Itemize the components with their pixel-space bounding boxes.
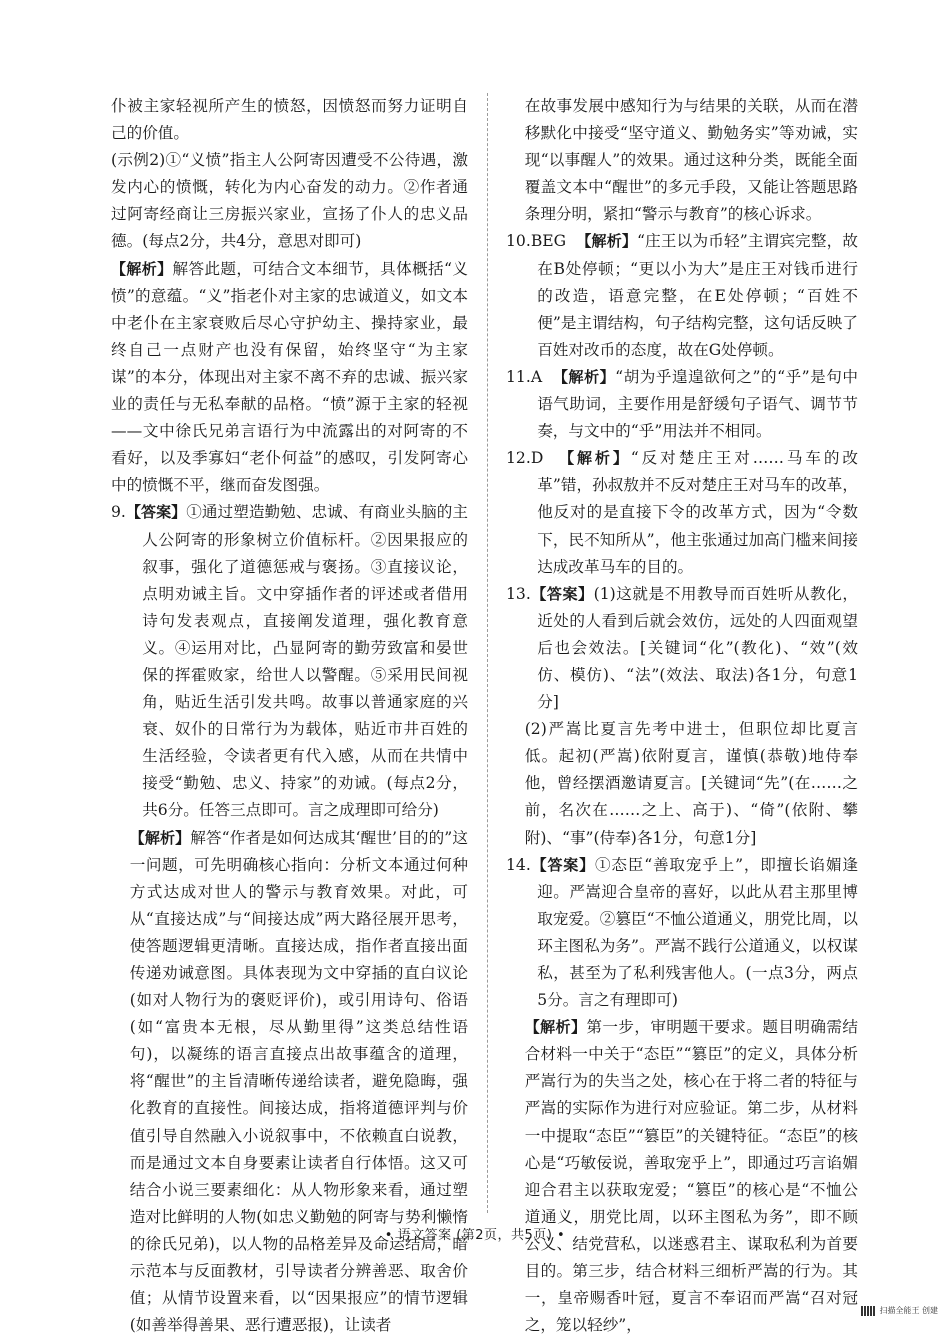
column-divider: [487, 93, 488, 1213]
analysis-tag: 【解析】: [129, 828, 191, 847]
question-11: 11.A 【解析】“胡为乎遑遑欲何之”的“乎”是句中语气助词，主要作用是舒缓句子语气、调节节奏，与文中的“乎”用法并不相同。: [506, 367, 858, 441]
question-number: 13.: [506, 584, 531, 603]
question-13-answer-2: (2)严嵩比夏言先考中进士，但职位却比夏言低。起初(严嵩)依附夏言，谨慎(恭敬)地侍奉他，曾经摆酒邀请夏言。[关键词“先”(在……之前，名次在……之上、高于)、“倚”(依附、攀附)、“事”(侍奉)各1分，句意1分]: [524, 720, 858, 847]
text-paragraph: 在故事发展中感知行为与结果的关联，从而在潜移默化中接受“坚守道义、勤勉务实”等劝诫，实现“以事醒人”的效果。通过这种分类，既能全面覆盖文本中“醒世”的多元手段，又能让答题思路条理分明，紧扣“警示与教育”的核心诉求。: [524, 97, 858, 224]
answer-tag: 【答案】: [530, 584, 594, 603]
scanner-watermark: [861, 1305, 938, 1316]
analysis-tag: 【解析】: [576, 232, 638, 251]
question-number: 11.: [506, 367, 531, 386]
question-10: 10.BEG 【解析】“庄王以为币轻”主谓宾完整，故在B处停顿；“更以小为大”是庄王对钱币进行的改造，语意完整，在E处停顿；“百姓不便”是主谓结构，句子结构完整，这句话反映了百姓对改币的态度，故在G处停顿。: [506, 232, 858, 359]
answer-value: D: [530, 449, 544, 468]
text-paragraph: 仆被主家轻视所产生的愤怒，因愤怒而努力证明自己的价值。: [111, 97, 468, 143]
question-9-analysis: 【解析】解答“作者是如何达成其‘醒世’目的的”这一问题，可先明确核心指向：分析文本通过何种方式达成对世人的警示与教育效果。对此，可从“直接达成”与“间接达成”两大路径展开思考，使答题逻辑更清晰。直接达成，指作者直接出面传递劝诫意图。具体表现为文中穿插的直白议论(如对人物行为的褒贬评价)，或引用诗句、俗语(如“富贵本无根，尽从勤里得”这类总结性语句)，以凝练的语言直接点出故事蕴含的道理，将“醒世”的主旨清晰传递给读者，避免隐晦，强化教育的直接性。间接达成，指将道德评判与价值引导自然融入小说叙事中，不依赖直白说教，而是通过文本自身要素让读者自行体悟。这又可结合小说三要素细化：从人物形象来看，通过塑造对比鲜明的人物(如忠义勤勉的阿寄与势利懒惰的徐氏兄弟)，以人物的品格差异及命运结局，暗示范本与反面教材，引导读者分辨善恶、取舍价值；从情节设置来看，以“因果报应”的情节逻辑(如善举得善果、恶行遭恶报)，让读者: [129, 828, 468, 1335]
analysis-tag: 【解析】: [111, 259, 173, 278]
example-answer: (示例2)①“义愤”指主人公阿寄因遭受不公待遇，激发内心的愤慨，转化为内心奋发的动力。②作者通过阿寄经商让三房振兴家业，宣扬了仆人的忠义品德。(每点2分，共4分，意思对即可): [111, 151, 468, 251]
analysis-tag: 【解析】: [559, 449, 631, 468]
answer-tag: 【答案】: [530, 855, 595, 874]
answer-tag: 【答案】: [125, 503, 187, 522]
question-14-answer: 14.【答案】①态臣“善取宠乎上”，即擅长谄媚逢迎。严嵩迎合皇帝的喜好，以此从君主那里博取宠爱。②篡臣“不恤公道通义，朋党比周，以环主图私为务”。严嵩不践行公道通义，以权谋私，甚至为了私利残害他人。(一点3分，两点5分。言之有理即可): [506, 855, 858, 1010]
left-column: [111, 93, 468, 1339]
question-9-answer: 9.【答案】①通过塑造勤勉、忠诚、有商业头脑的主人公阿寄的形象树立价值标杆。②因果报应的叙事，强化了道德惩戒与褒扬。③直接议论，点明劝诫主旨。文中穿插作者的评述或者借用诗句发表观点，直接阐发道理，强化教育意义。④运用对比，凸显阿寄的勤劳致富和晏世保的挥霍败家，给世人以警醒。⑤采用民间视角，贴近生活引发共鸣。故事以普通家庭的兴衰、奴仆的日常行为为载体，贴近市井百姓的生活经验，令读者更有代入感，从而在共情中接受“勤勉、忠义、持家”的劝诫。(每点2分，共6分。任答三点即可。言之成理即可给分): [111, 503, 468, 820]
analysis-tag: 【解析】: [524, 1018, 587, 1037]
question-12: 12.D 【解析】“反对楚庄王对……马车的改革”错，孙叔敖并不反对楚庄王对马车的改革，他反对的是直接下令的改革方式，因为“令数下，民不知所从”，他主张通过加高门槛来间接达成改革马车的目的。: [506, 449, 858, 576]
qr-code-icon: [861, 1306, 875, 1316]
answer-value: A: [530, 367, 543, 386]
question-number: 14.: [506, 855, 531, 874]
page-footer: • 语文答案 (第2页，共5页) •: [384, 1228, 566, 1243]
question-14-analysis: 【解析】第一步，审明题干要求。题目明确需结合材料一中关于“态臣”“篡臣”的定义，具体分析严嵩行为的失当之处，核心在于将二者的特征与严嵩的实际作为进行对应验证。第二步，从材料一中提取“态臣”“篡臣”的关键特征。“态臣”的核心是“巧敏佞说，善取宠乎上”，即通过巧言谄媚迎合君主以获取宠爱；“篡臣”的核心是“不恤公道通义，朋党比周，以环主图私为务”，即不顾公义、结党营私，以迷惑君主、谋取私利为首要目的。第三步，结合材料三细析严嵩的行为。其一，皇帝赐香叶冠，夏言不奉诏而严嵩“召对冠之，笼以轻纱”，: [524, 1018, 858, 1335]
analysis-tag: 【解析】: [553, 367, 616, 386]
answer-value: BEG: [530, 232, 567, 251]
question-number: 9.: [111, 503, 126, 522]
right-column: [506, 93, 858, 1339]
question-number: 12.: [506, 449, 531, 468]
analysis-paragraph: 【解析】解答此题，可结合文本细节，具体概括“义愤”的意蕴。“义”指老仆对主家的忠诚道义，如文本中老仆在主家衰败后尽心守护幼主、操持家业，最终自己一点财产也没有保留，始终坚守“为主家谋”的本分，体现出对主家不离不弃的忠诚、振兴家业的责任与无私奉献的品格。“愤”源于主家的轻视——文中徐氏兄弟言语行为中流露出的对阿寄的不看好，以及季寡妇“老仆何益”的感叹，引发阿寄心中的愤慨不平，继而奋发图强。: [111, 259, 468, 495]
question-13-answer: 13.【答案】(1)这就是不用教导而百姓听从教化，近处的人看到后就会效仿，远处的人四面观望后也会效法。[关键词“化”(教化)、“效”(效仿、模仿)、“法”(效法、取法)各1分，句意1分]: [506, 584, 858, 712]
question-number: 10.: [506, 232, 531, 251]
watermark-text: 扫描全能王 创建: [879, 1306, 938, 1315]
